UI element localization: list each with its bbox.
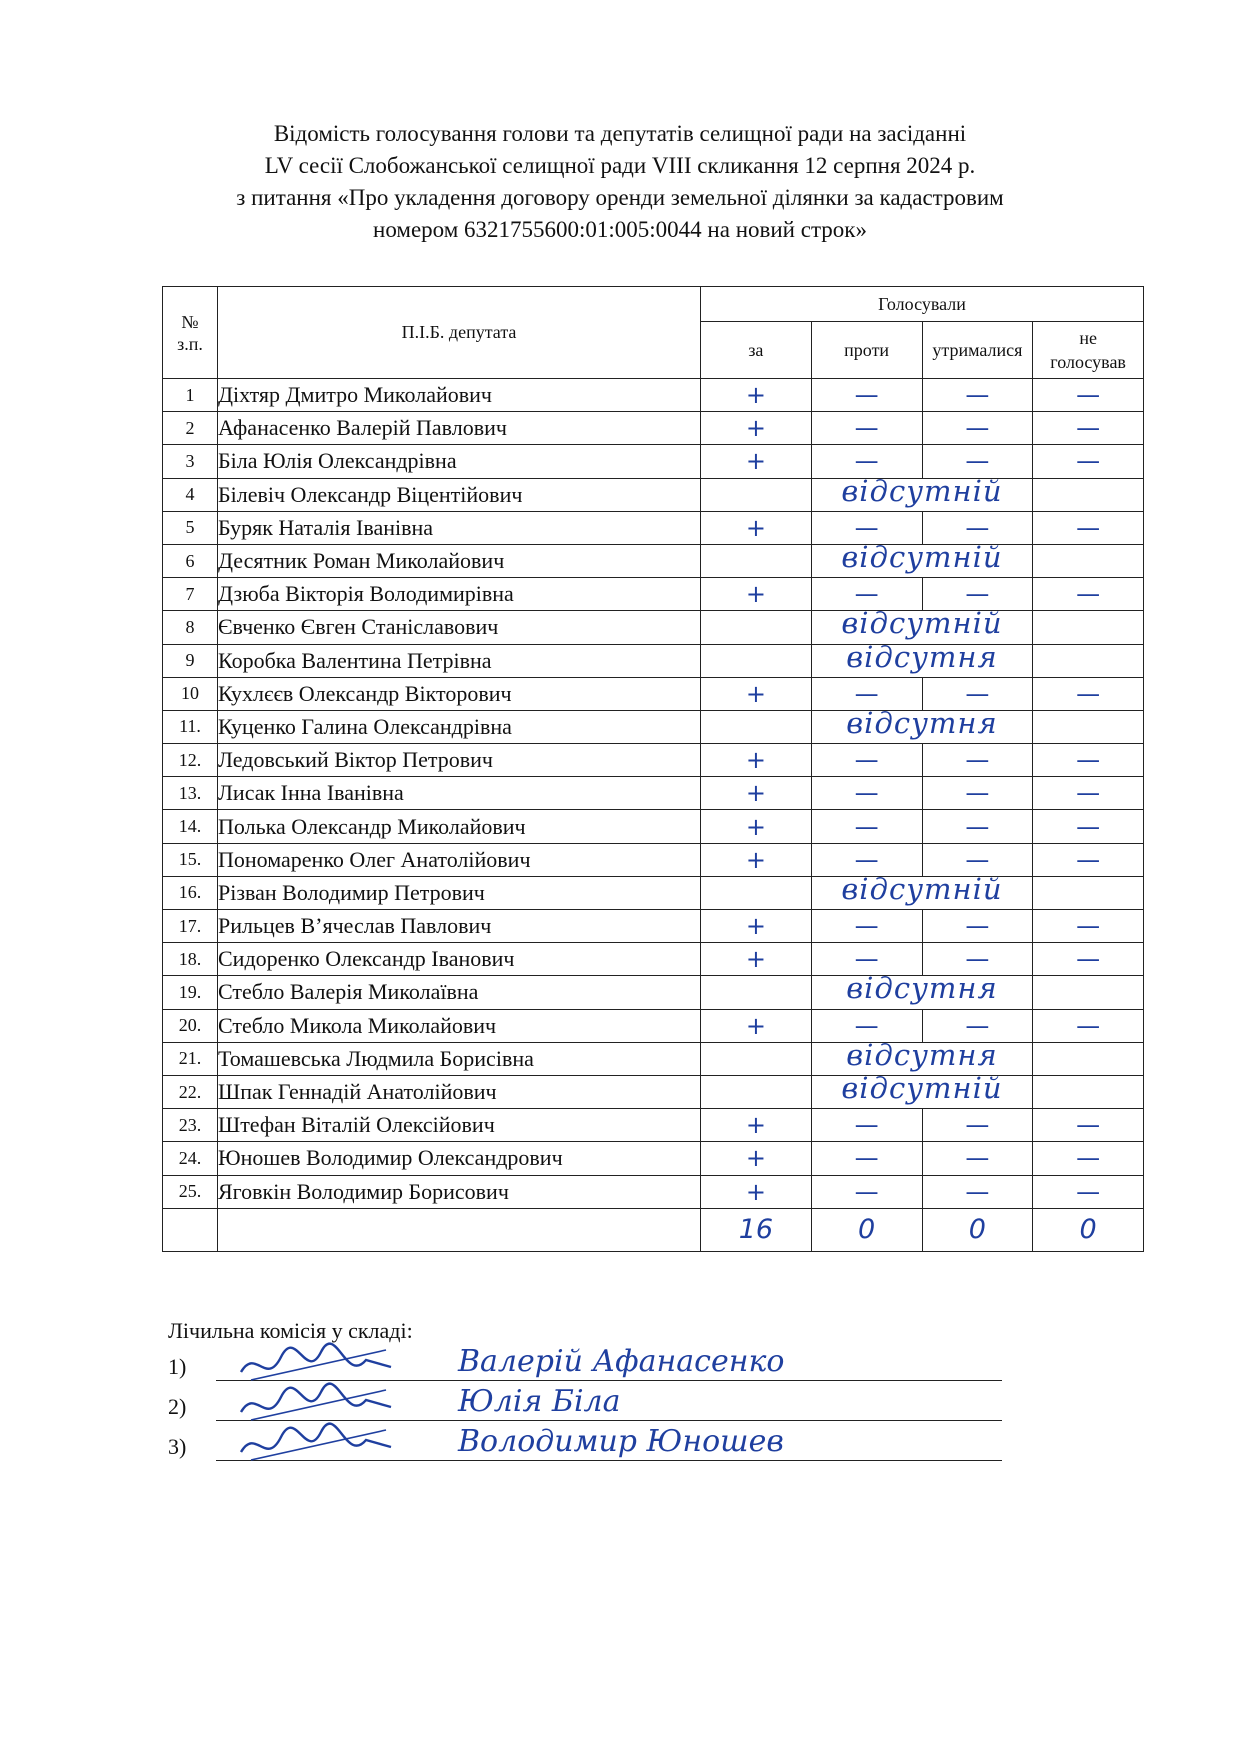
deputy-name: Біла Юлія Олександрівна [218, 445, 701, 478]
absent-text: відсутня [846, 1037, 998, 1072]
vote-for-empty [701, 1075, 812, 1108]
row-number: 5 [163, 511, 218, 544]
absent-note [811, 705, 1033, 743]
vote-not-voted-empty [1033, 710, 1144, 743]
row-number: 1 [163, 379, 218, 412]
table-row [163, 644, 1144, 677]
vote-abstained: — [922, 379, 1033, 412]
vote-against: — [811, 1009, 922, 1042]
row-number: 25. [163, 1175, 218, 1208]
vote-against: — [811, 511, 922, 544]
deputy-name: Буряк Наталія Іванівна [218, 511, 701, 544]
table-row [163, 710, 1144, 743]
vote-not-voted: — [1033, 777, 1144, 810]
vote-for: + [701, 843, 812, 876]
vote-abstained: — [922, 810, 1033, 843]
member-number: 2) [168, 1394, 187, 1419]
vote-for: + [701, 445, 812, 478]
vote-abstained: — [922, 843, 1033, 876]
deputy-name: Стебло Микола Миколайович [218, 1009, 701, 1042]
title-line-2: LV сесії Слобожанської селищної ради VIII скликання 12 серпня 2024 р. [264, 153, 976, 178]
vote-for: + [701, 1109, 812, 1142]
vote-for-empty [701, 611, 812, 644]
vote-for-empty [701, 544, 812, 577]
vote-not-voted: — [1033, 1109, 1144, 1142]
signature-scribble [236, 1422, 396, 1468]
title-line-3: з питання «Про укладення договору оренди земельної ділянки за кадастровим [236, 185, 1004, 210]
vote-abstained: — [922, 943, 1033, 976]
member-signature-name: Володимир Юношев [458, 1424, 784, 1459]
vote-abstained: — [922, 777, 1033, 810]
vote-not-voted: — [1033, 910, 1144, 943]
table-row [163, 1109, 1144, 1142]
vote-not-voted-empty [1033, 644, 1144, 677]
row-number: 17. [163, 910, 218, 943]
vote-for: + [701, 379, 812, 412]
table-row [163, 910, 1144, 943]
vote-abstained: — [922, 677, 1033, 710]
deputy-name: Томашевська Людмила Борисівна [218, 1042, 701, 1075]
counting-commission [168, 1318, 785, 1464]
absent-note [811, 871, 1033, 909]
absent-text: відсутній [841, 871, 1003, 906]
vote-not-voted-empty [1033, 1075, 1144, 1108]
row-number: 20. [163, 1009, 218, 1042]
voting-table [162, 286, 1144, 1252]
table-row [163, 478, 1144, 511]
vote-against: — [811, 1175, 922, 1208]
row-number: 22. [163, 1075, 218, 1108]
deputy-name: Пономаренко Олег Анатолійович [218, 843, 701, 876]
vote-against: — [811, 578, 922, 611]
vote-for: + [701, 744, 812, 777]
table-row [163, 777, 1144, 810]
vote-not-voted: — [1033, 412, 1144, 445]
table-row [163, 1175, 1144, 1208]
header-number-abbr: з.п. [177, 333, 203, 354]
vote-for: + [701, 412, 812, 445]
commission-label: Лічильна комісія у складі: [168, 1318, 413, 1343]
row-number: 24. [163, 1142, 218, 1175]
vote-against: — [811, 843, 922, 876]
absent-text: відсутній [841, 473, 1003, 508]
row-number: 12. [163, 744, 218, 777]
vote-for: + [701, 677, 812, 710]
vote-not-voted: — [1033, 1142, 1144, 1175]
vote-for-empty [701, 478, 812, 511]
deputy-name: Яговкін Володимир Борисович [218, 1175, 701, 1208]
deputy-name: Євченко Євген Станіславович [218, 611, 701, 644]
deputy-name: Різван Володимир Петрович [218, 876, 701, 909]
row-number: 13. [163, 777, 218, 810]
vote-for: + [701, 1175, 812, 1208]
table-row [163, 876, 1144, 909]
vote-against: — [811, 744, 922, 777]
header-name: П.І.Б. депутата [218, 287, 701, 379]
table-row [163, 412, 1144, 445]
row-number: 18. [163, 943, 218, 976]
vote-abstained: — [922, 412, 1033, 445]
vote-not-voted-empty [1033, 976, 1144, 1009]
deputy-name: Десятник Роман Миколайович [218, 544, 701, 577]
header-number-sign: № [181, 311, 199, 332]
row-number: 4 [163, 478, 218, 511]
vote-not-voted-empty [1033, 478, 1144, 511]
deputy-name: Полька Олександр Миколайович [218, 810, 701, 843]
vote-against: — [811, 1109, 922, 1142]
header-number [163, 287, 218, 379]
totals-row [163, 1208, 1144, 1251]
deputy-name: Білевіч Олександр Віцентійович [218, 478, 701, 511]
vote-not-voted: — [1033, 1009, 1144, 1042]
total-not-voted: 0 [1033, 1208, 1144, 1251]
vote-against: — [811, 445, 922, 478]
vote-against: — [811, 810, 922, 843]
title-line-4: номером 6321755600:01:005:0044 на новий строк» [373, 217, 867, 242]
absent-note [811, 1070, 1033, 1108]
row-number: 19. [163, 976, 218, 1009]
vote-for: + [701, 777, 812, 810]
row-number: 8 [163, 611, 218, 644]
member-signature-name: Валерій Афанасенко [458, 1344, 785, 1379]
vote-for-empty [701, 976, 812, 1009]
table-row [163, 1075, 1144, 1108]
vote-not-voted: — [1033, 1175, 1144, 1208]
totals-empty-name [218, 1208, 701, 1251]
document-title [160, 118, 1080, 246]
deputy-name: Куценко Галина Олександрівна [218, 710, 701, 743]
row-number: 7 [163, 578, 218, 611]
vote-for-empty [701, 710, 812, 743]
vote-for: + [701, 1009, 812, 1042]
vote-against: — [811, 777, 922, 810]
vote-not-voted-empty [1033, 876, 1144, 909]
vote-for: + [701, 511, 812, 544]
vote-not-voted-empty [1033, 544, 1144, 577]
absent-note [811, 473, 1033, 511]
deputy-name: Юношев Володимир Олександрович [218, 1142, 701, 1175]
vote-abstained: — [922, 578, 1033, 611]
header-not-voted [1033, 322, 1144, 379]
vote-abstained: — [922, 744, 1033, 777]
deputy-name: Стебло Валерія Миколаївна [218, 976, 701, 1009]
deputy-name: Рильцев В’ячеслав Павлович [218, 910, 701, 943]
absent-text: відсутній [841, 1070, 1003, 1105]
row-number: 6 [163, 544, 218, 577]
table-row [163, 810, 1144, 843]
vote-abstained: — [922, 445, 1033, 478]
vote-against: — [811, 1142, 922, 1175]
row-number: 3 [163, 445, 218, 478]
vote-abstained: — [922, 511, 1033, 544]
header-not-voted-line2: голосував [1050, 352, 1126, 372]
commission-member [168, 1344, 785, 1384]
deputy-name: Ледовський Віктор Петрович [218, 744, 701, 777]
vote-against: — [811, 677, 922, 710]
vote-for: + [701, 943, 812, 976]
deputy-name: Коробка Валентина Петрівна [218, 644, 701, 677]
member-number: 1) [168, 1354, 187, 1379]
commission-member [168, 1424, 784, 1464]
row-number: 2 [163, 412, 218, 445]
table-row [163, 744, 1144, 777]
row-number: 23. [163, 1109, 218, 1142]
absent-text: відсутня [846, 971, 998, 1006]
absent-text: відсутня [846, 639, 998, 674]
deputy-name: Сидоренко Олександр Іванович [218, 943, 701, 976]
total-for: 16 [701, 1208, 812, 1251]
vote-for: + [701, 910, 812, 943]
deputy-name: Діхтяр Дмитро Миколайович [218, 379, 701, 412]
vote-for: + [701, 578, 812, 611]
vote-against: — [811, 943, 922, 976]
title-line-1: Відомість голосування голови та депутатів селищної ради на засіданні [273, 121, 967, 146]
row-number: 11. [163, 710, 218, 743]
header-for: за [701, 322, 812, 379]
vote-for-empty [701, 1042, 812, 1075]
vote-for-empty [701, 644, 812, 677]
deputy-name: Лисак Інна Іванівна [218, 777, 701, 810]
table-row [163, 976, 1144, 1009]
deputy-name: Афанасенко Валерій Павлович [218, 412, 701, 445]
absent-note [811, 971, 1033, 1009]
member-number: 3) [168, 1434, 187, 1459]
deputy-name: Шпак Геннадій Анатолійович [218, 1075, 701, 1108]
header-abstained: утрималися [922, 322, 1033, 379]
vote-not-voted: — [1033, 744, 1144, 777]
header-voted: Голосували [701, 287, 1144, 322]
vote-not-voted-empty [1033, 1042, 1144, 1075]
absent-note [811, 539, 1033, 577]
row-number: 9 [163, 644, 218, 677]
table-row [163, 544, 1144, 577]
vote-not-voted: — [1033, 843, 1144, 876]
vote-not-voted: — [1033, 578, 1144, 611]
vote-abstained: — [922, 1142, 1033, 1175]
member-signature-name: Юлія Біла [458, 1384, 621, 1419]
vote-not-voted: — [1033, 511, 1144, 544]
vote-abstained: — [922, 1009, 1033, 1042]
deputy-name: Кухлєєв Олександр Вікторович [218, 677, 701, 710]
totals-empty-num [163, 1208, 218, 1251]
vote-abstained: — [922, 910, 1033, 943]
vote-abstained: — [922, 1109, 1033, 1142]
vote-not-voted-empty [1033, 611, 1144, 644]
row-number: 16. [163, 876, 218, 909]
absent-note [811, 639, 1033, 677]
row-number: 14. [163, 810, 218, 843]
table-row [163, 1142, 1144, 1175]
header-against: проти [811, 322, 922, 379]
vote-for: + [701, 1142, 812, 1175]
vote-not-voted: — [1033, 943, 1144, 976]
vote-against: — [811, 910, 922, 943]
vote-not-voted: — [1033, 379, 1144, 412]
absent-text: відсутній [841, 539, 1003, 574]
deputy-name: Дзюба Вікторія Володимирівна [218, 578, 701, 611]
vote-for: + [701, 810, 812, 843]
vote-not-voted: — [1033, 445, 1144, 478]
vote-against: — [811, 379, 922, 412]
absent-text: відсутній [841, 606, 1003, 641]
vote-against: — [811, 412, 922, 445]
row-number: 21. [163, 1042, 218, 1075]
vote-abstained: — [922, 1175, 1033, 1208]
deputy-name: Штефан Віталій Олексійович [218, 1109, 701, 1142]
row-number: 15. [163, 843, 218, 876]
table-row [163, 379, 1144, 412]
vote-not-voted: — [1033, 810, 1144, 843]
vote-for-empty [701, 876, 812, 909]
vote-not-voted: — [1033, 677, 1144, 710]
total-against: 0 [811, 1208, 922, 1251]
row-number: 10 [163, 677, 218, 710]
commission-member [168, 1384, 621, 1424]
header-not-voted-line1: не [1079, 328, 1097, 348]
total-abstained: 0 [922, 1208, 1033, 1251]
absent-text: відсутня [846, 705, 998, 740]
